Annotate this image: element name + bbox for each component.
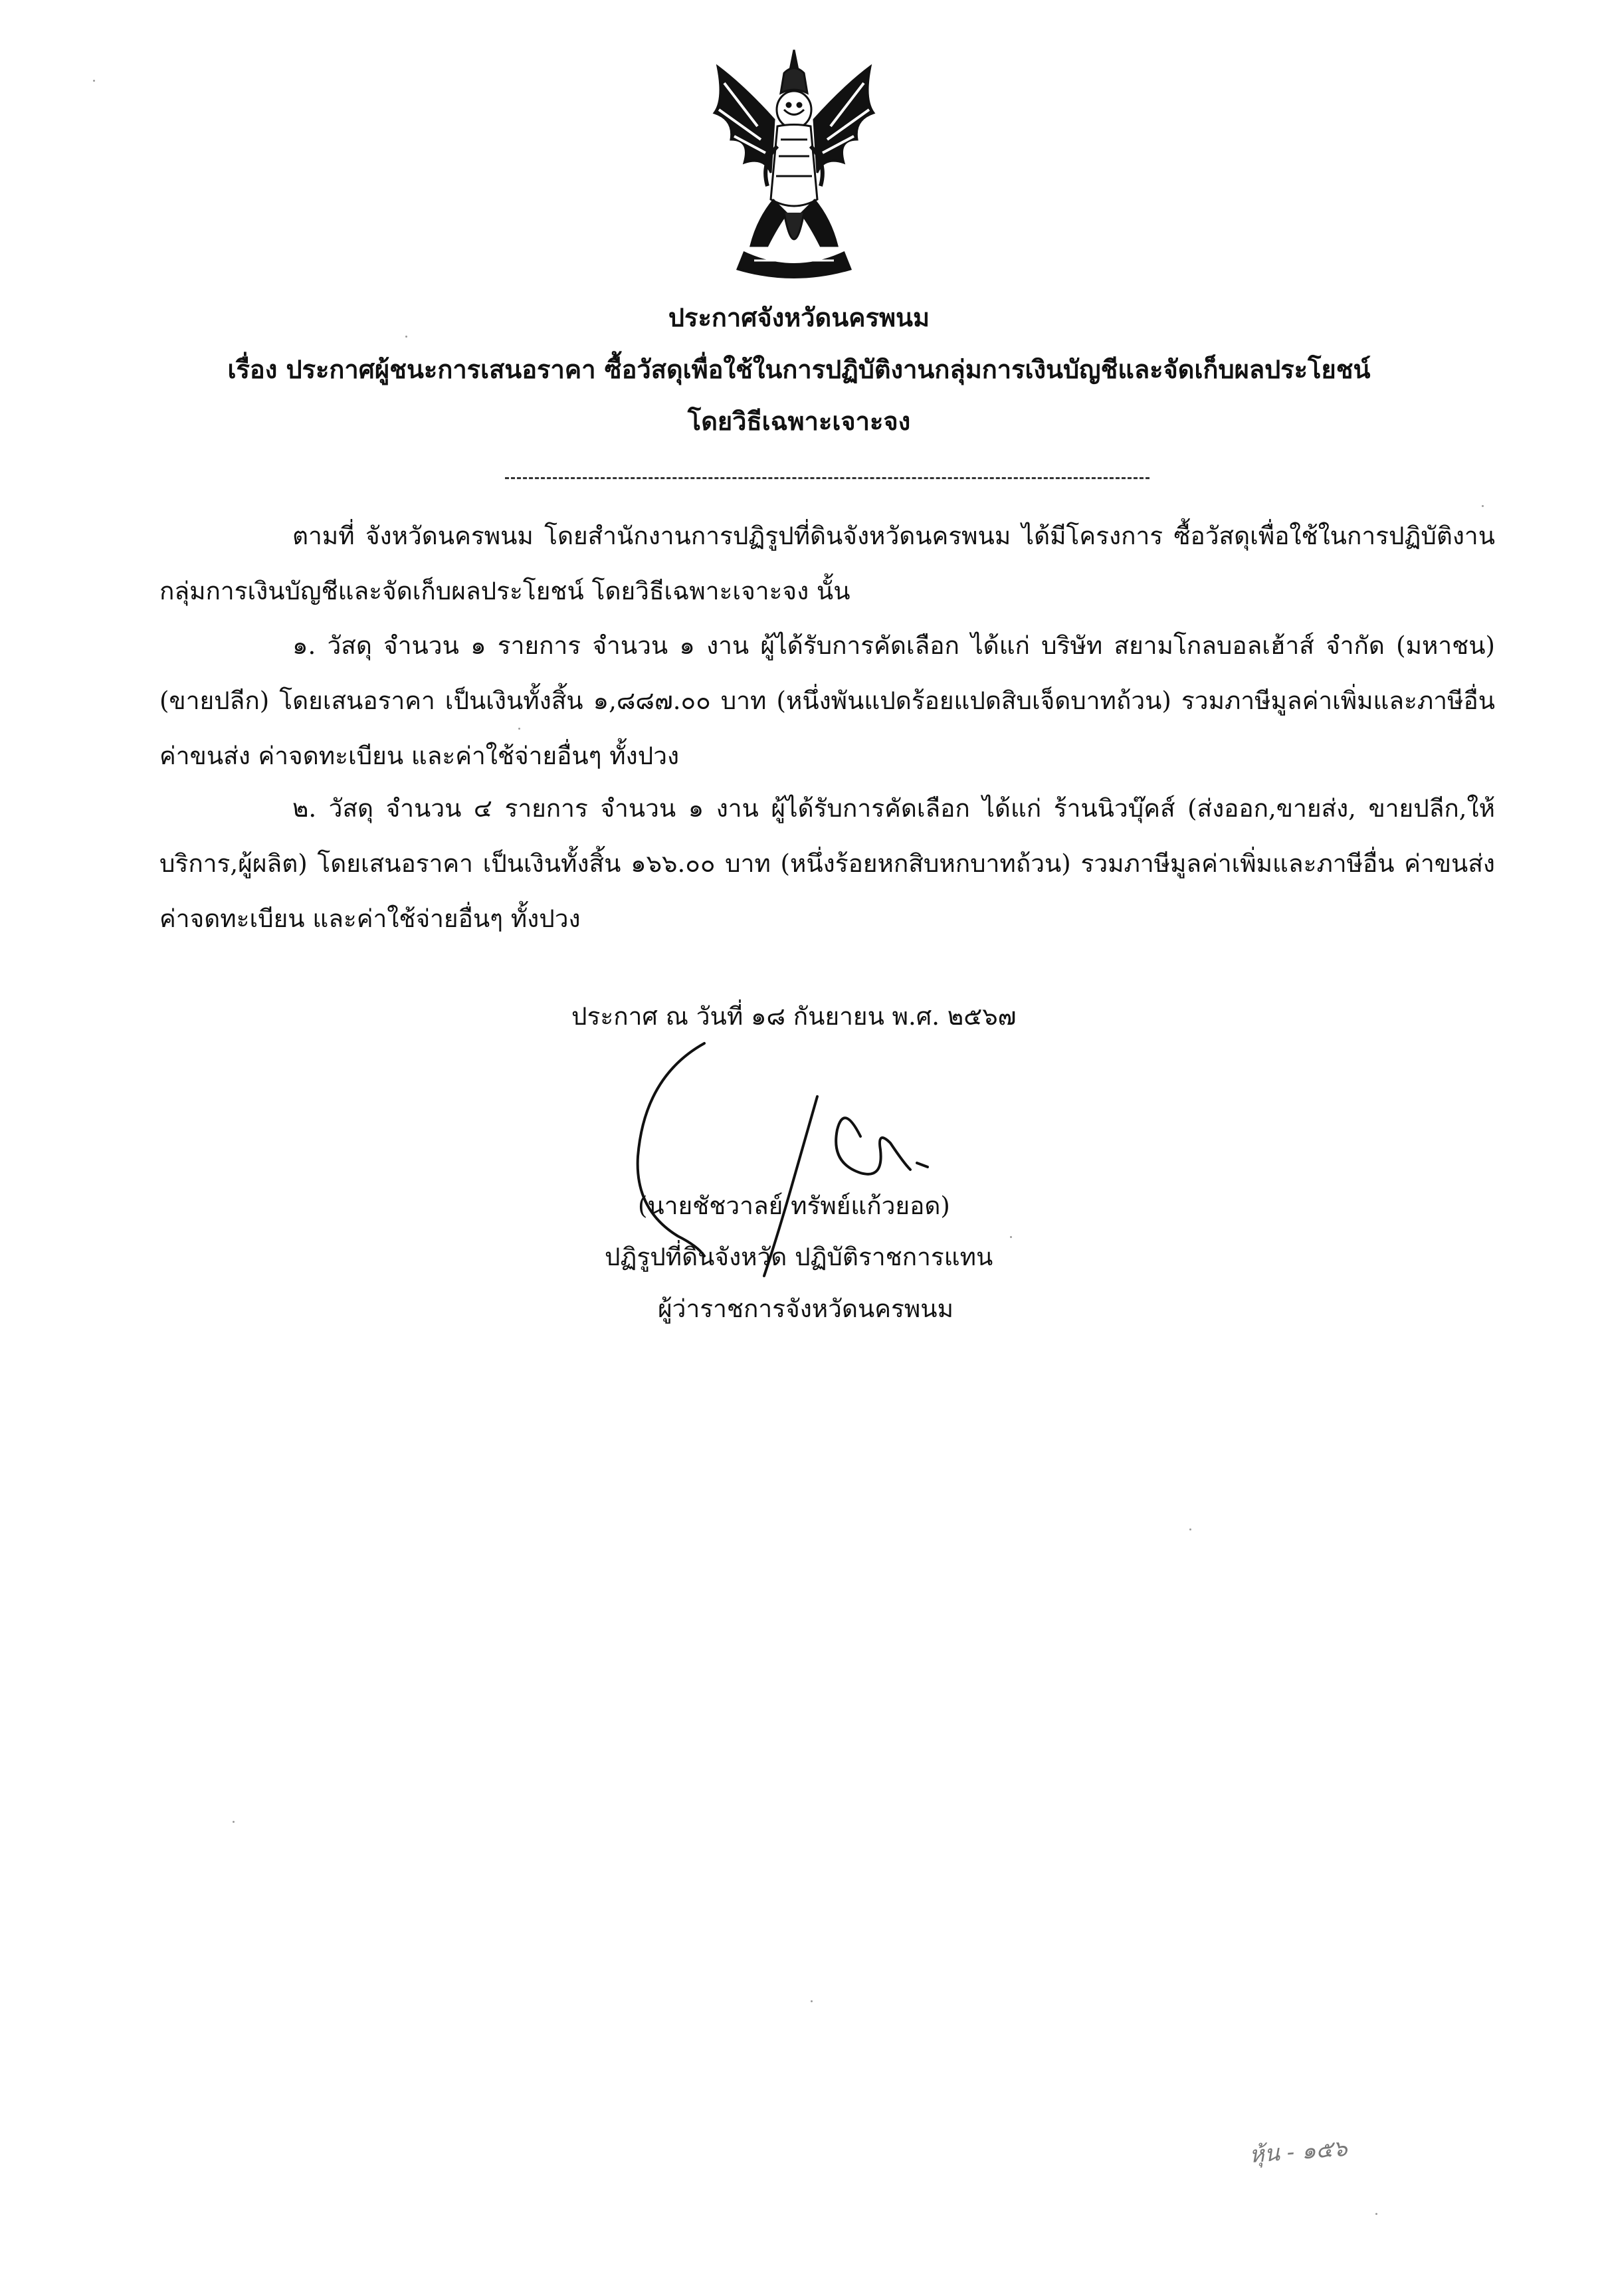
header-divider [505, 477, 1149, 479]
scan-speck [405, 336, 407, 338]
handwritten-signature [598, 1037, 970, 1329]
scan-speck [93, 80, 95, 82]
signer-title: ปฏิรูปที่ดินจังหวัด ปฏิบัติราชการแทน [605, 1243, 993, 1271]
scan-speck [233, 1821, 235, 1823]
scan-speck [811, 2000, 813, 2002]
intro-paragraph: ตามที่ จังหวัดนครพนม โดยสำนักงานการปฏิรูปที่ดินจังหวัดนครพนม ได้มีโครงการ ซื้อวัสดุเพื่อใช้ในการปฏิบัติงานกลุ่มการเงินบัญชีและจัดเก็บผลประโยชน์ โดยวิธีเฉพาะเจาะจง นั้น [159, 522, 1495, 605]
award-item-2: ๒. วัสดุ จำนวน ๔ รายการ จำนวน ๑ งาน ผู้ได้รับการคัดเลือก ได้แก่ ร้านนิวบุ๊คส์ (ส่งออก,ขายส่ง, ขายปลีก,ให้บริการ,ผู้ผลิต) โดยเสนอราคา เป็นเงินทั้งสิ้น ๑๖๖.๐๐ บาท (หนึ่งร้อยหกสิบหกบาทถ้วน) รวมภาษีมูลค่าเพิ่มและภาษีอื่น ค่าขนส่ง ค่าจดทะเบียน และค่าใช้จ่ายอื่นๆ ทั้งปวง [159, 794, 1495, 933]
scan-speck [1375, 2213, 1377, 2215]
scan-speck [1482, 505, 1484, 507]
announcement-date: ประกาศ ณ วันที่ ๑๘ กันยายน พ.ศ. ๒๕๖๗ [571, 1002, 1017, 1031]
announcement-title: ประกาศจังหวัดนครพนม [668, 302, 930, 332]
corner-handwritten-note: หุ้น - ๑๕๖ [1248, 2135, 1348, 2169]
procurement-method: โดยวิธีเฉพาะเจาะจง [687, 406, 911, 436]
scan-speck [1010, 1236, 1012, 1238]
award-item-1: ๑. วัสดุ จำนวน ๑ รายการ จำนวน ๑ งาน ผู้ได้รับการคัดเลือก ได้แก่ บริษัท สยามโกลบอลเฮ้าส์ จำกัด (มหาชน) (ขายปลีก) โดยเสนอราคา เป็นเงินทั้งสิ้น ๑,๘๘๗.๐๐ บาท (หนึ่งพันแปดร้อยแปดสิบเจ็ดบาทถ้วน) รวมภาษีมูลค่าเพิ่มและภาษีอื่น ค่าขนส่ง ค่าจดทะเบียน และค่าใช้จ่ายอื่นๆ ทั้งปวง [159, 631, 1495, 770]
garuda-emblem-icon [704, 47, 884, 286]
announcement-subject: เรื่อง ประกาศผู้ชนะการเสนอราคา ซื้อวัสดุเพื่อใช้ในการปฏิบัติงานกลุ่มการเงินบัญชีและจัดเก็บผลประโยชน์ [227, 354, 1371, 384]
scan-speck [518, 728, 520, 730]
signer-office: ผู้ว่าราชการจังหวัดนครพนม [658, 1295, 953, 1323]
signer-name: (นายชัชวาลย์ ทรัพย์แก้วยอด) [638, 1192, 950, 1220]
scan-speck [1189, 1528, 1191, 1530]
